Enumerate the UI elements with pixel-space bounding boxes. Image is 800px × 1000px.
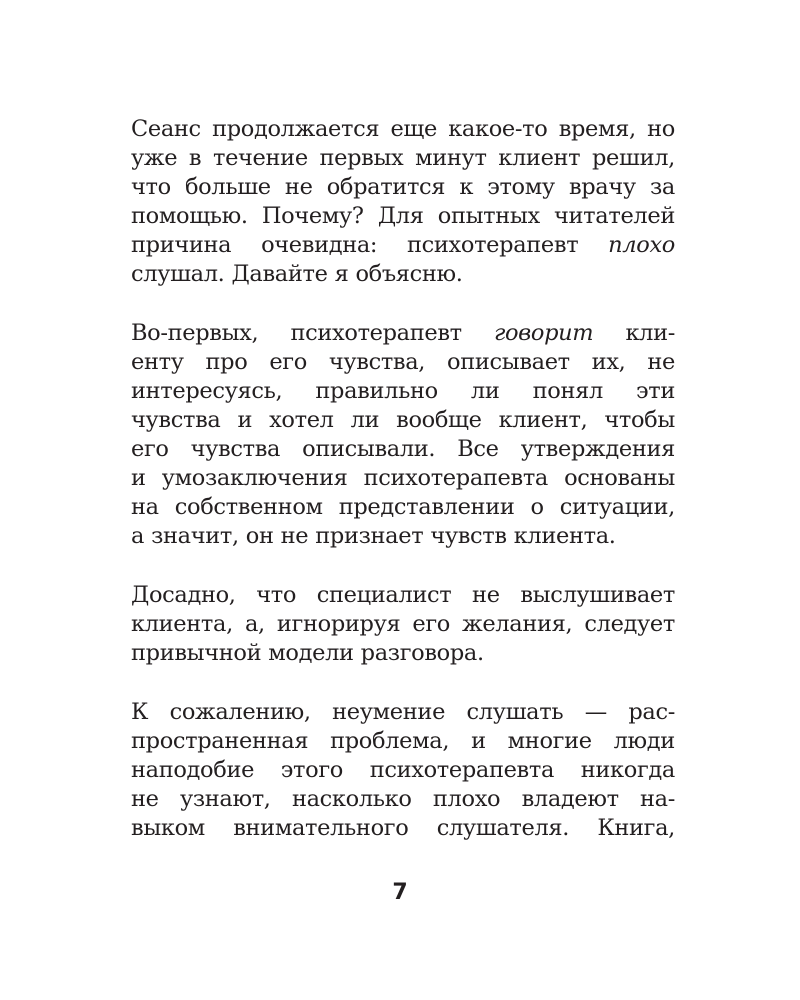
text-line: его чувства описывали. Все утверждения (131, 436, 675, 462)
text-line: Досадно, что специалист не выслушивает (131, 582, 675, 608)
text-line: интересуясь, правильно ли понял эти (131, 378, 675, 404)
text-line: клиента, а, игнорируя его желания, следует (131, 611, 675, 637)
text-line: Во-первых, психотерапевт говорит кли- (131, 320, 675, 346)
text-line: енту про его чувства, описывает их, не (131, 349, 675, 375)
text-line: пространенная проблема, и многие люди (131, 728, 675, 754)
text-line: причина очевидна: психотерапевт плохо (131, 232, 675, 258)
text-line: уже в течение первых минут клиент решил, (131, 145, 675, 171)
page-number: 7 (392, 880, 408, 905)
paragraph (131, 115, 675, 289)
paragraph (131, 698, 675, 843)
text-line: слушал. Давайте я объясню. (131, 261, 463, 287)
text-line: а значит, он не признает чувств клиента. (131, 523, 616, 549)
text-line: и умозаключения психотерапевта основаны (131, 465, 675, 491)
text-line: К сожалению, неумение слушать — рас- (131, 699, 675, 725)
text-line: привычной модели разговора. (131, 640, 484, 666)
page-body (131, 115, 675, 873)
text-line: что больше не обратится к этому врачу за (131, 174, 675, 200)
paragraph (131, 319, 675, 551)
text-line: выком внимательного слушателя. Книга, (131, 815, 675, 841)
text-line: наподобие этого психотерапевта никогда (131, 757, 675, 783)
text-line: не узнают, насколько плохо владеют на- (131, 786, 675, 812)
text-line: помощью. Почему? Для опытных читателей (131, 203, 675, 229)
paragraph (131, 581, 675, 668)
text-line: Сеанс продолжается еще какое-то время, но (131, 116, 675, 142)
text-line: чувства и хотел ли вообще клиент, чтобы (131, 407, 675, 433)
text-line: на собственном представлении о ситуации, (131, 494, 675, 520)
